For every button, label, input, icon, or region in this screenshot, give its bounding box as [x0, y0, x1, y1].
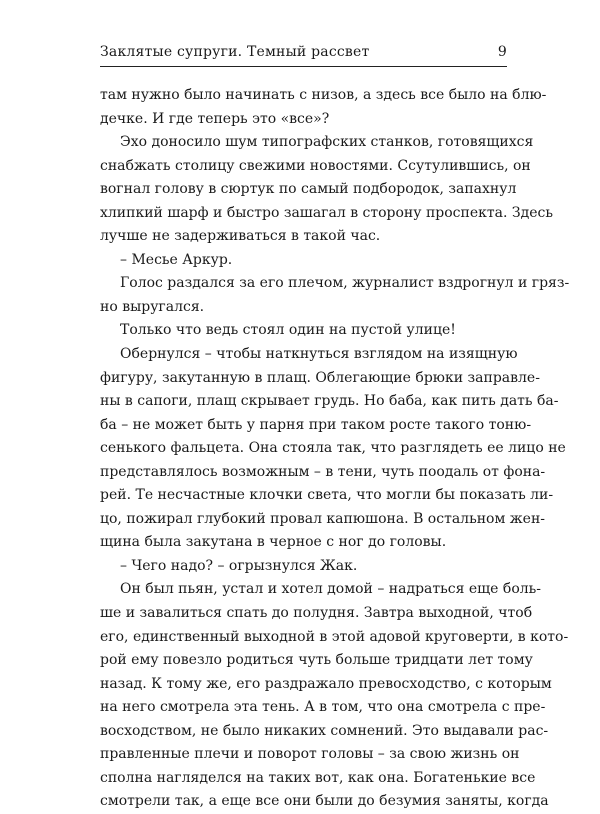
text-line: правленные плечи и поворот головы – за свою жизнь он: [100, 746, 520, 763]
text-line: представлялось возможным – в тени, чуть поодаль от фона-: [100, 463, 546, 480]
text-line: Обернулся – чтобы наткнуться взглядом на изящную: [120, 346, 518, 363]
text-line: сполна нагляделся на таких вот, как она. Богатенькие все: [100, 769, 536, 786]
text-line: ба – не может быть у парня при таком росте такого тоню-: [100, 416, 532, 433]
text-line: Эхо доносило шум типографских станков, готовящихся: [120, 134, 534, 151]
text-line: – Месье Аркур.: [120, 251, 233, 268]
text-line: щина была закутана в черное с ног до головы.: [100, 534, 447, 551]
text-line: цо, пожирал глубокий провал капюшона. В остальном жен-: [100, 510, 546, 527]
text-line: снабжать столицу свежими новостями. Ссутулившись, он: [100, 157, 531, 174]
text-line: хлипкий шарф и быстро зашагал в сторону проспекта. Здесь: [100, 204, 553, 221]
text-line: вогнал голову в сюртук по самый подбородок, запахнул: [100, 181, 517, 198]
text-line: – Чего надо? – огрызнулся Жак.: [120, 557, 358, 574]
text-line: дечке. И где теперь это «все»?: [100, 110, 330, 127]
text-line: ше и завалиться спать до полудня. Завтра выходной, чтоб: [100, 605, 533, 622]
text-line: ны в сапоги, плащ скрывает грудь. Но баба, как пить дать ба-: [100, 393, 559, 410]
text-line: назад. К тому же, его раздражало превосходство, с которым: [100, 675, 552, 692]
text-line: Он был пьян, устал и хотел домой – надраться еще боль-: [120, 581, 542, 598]
text-line: на него смотрела эта тень. А в том, что она смотрела с пре-: [100, 699, 546, 716]
body-text: [100, 84, 570, 814]
text-line: сенького фальцета. Она стояла так, что разглядеть ее лицо не: [100, 440, 566, 457]
text-line: Голос раздался за его плечом, журналист вздрогнул и гряз-: [120, 275, 570, 292]
text-line: его, единственный выходной в этой адовой круговерти, в кото-: [100, 628, 569, 645]
text-line: восходством, не было никаких сомнений. Это выдавали рас-: [100, 722, 549, 739]
text-line: фигуру, закутанную в плащ. Облегающие брюки заправле-: [100, 369, 540, 386]
running-header: [100, 44, 507, 64]
text-line: рей. Те несчастные клочки света, что могли бы показать ли-: [100, 487, 554, 504]
running-header-title: Заклятые супруги. Темный рассвет: [100, 44, 370, 60]
text-line: рой ему повезло родиться чуть больше тридцати лет тому: [100, 652, 533, 669]
page-number: 9: [497, 44, 507, 60]
text-line: смотрели так, а еще все они были до безумия заняты, когда: [100, 793, 549, 810]
text-line: лучше не задерживаться в такой час.: [100, 228, 381, 245]
header-rule: [100, 66, 507, 67]
text-line: Только что ведь стоял один на пустой улице!: [120, 322, 456, 339]
text-line: там нужно было начинать с низов, а здесь все было на блю-: [100, 87, 547, 103]
text-line: но выругался.: [100, 298, 205, 315]
